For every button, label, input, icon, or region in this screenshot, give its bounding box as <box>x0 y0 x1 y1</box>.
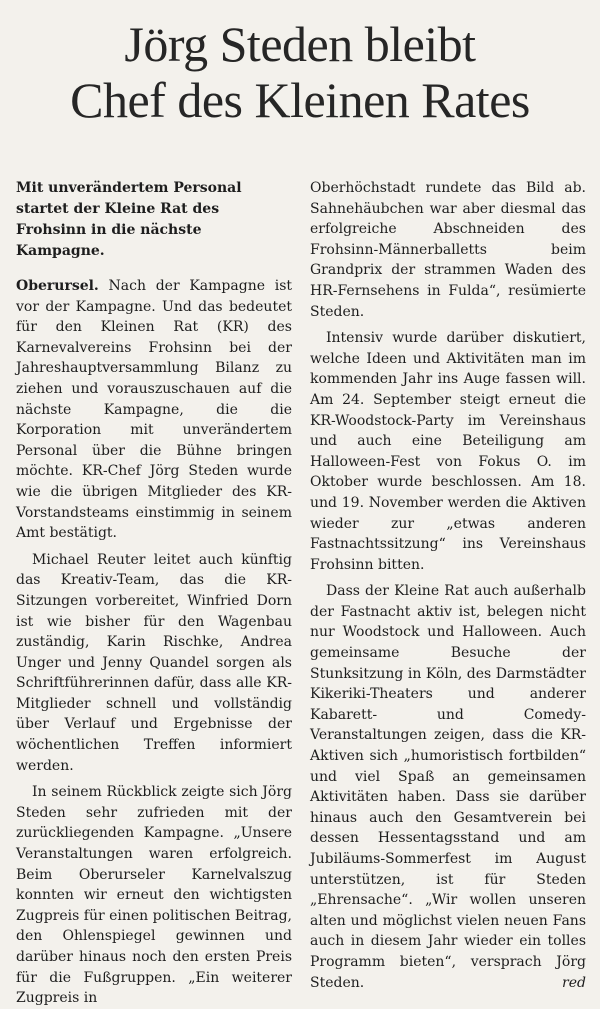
paragraph-3: In seinem Rückblick zeigte sich Jörg Steden sehr zufrieden mit der zurückliegenden Kampagne. „Unsere Veranstaltungen waren erfolgreich. Beim Oberurseler Karnelvalszug konnten wir erneut den wichtigsten Zugpreis für einen politischen Beitrag, den Ohlenspiegel gewinnen und darüber hinaus noch den ersten Preis für die Fußgruppen. „Ein weiterer Zugpreis in <box>16 784 293 1007</box>
author-initials: red <box>562 974 586 991</box>
headline-line-1: Jörg Steden bleibt <box>124 16 476 72</box>
dateline: Oberursel. <box>16 278 99 294</box>
paragraph-1 <box>16 276 292 544</box>
headline-line-2: Chef des Kleinen Rates <box>70 72 530 128</box>
article-lead: Mit unverändertem Personal startet der Kleine Rat des Frohsinn in die nächste Kampagne. <box>16 180 242 259</box>
column-right <box>310 178 586 1009</box>
paragraph-5 <box>310 581 586 993</box>
article-headline <box>16 16 584 128</box>
paragraph-1-text: Nach der Kampagne ist vor der Kampagne. Und das bedeutet für den Kleinen Rat (KR) des Karnevalvereins Frohsinn bei der Jahreshauptversammlung Bilanz zu ziehen und vorauszuschauen auf die nächste Kampagne, die die Korporation mit unverändertem Personal über die Bühne bringen möchte. KR-Chef Jörg Steden wurde wie die übrigen Mitglieder des KR-Vorstandsteams einstimmig in seinem Amt bestätigt. <box>16 278 293 542</box>
column-left <box>16 178 292 1009</box>
paragraph-4: Intensiv wurde darüber diskutiert, welche Ideen und Aktivitäten man im kommenden Jahr ins Auge fassen will. Am 24. September steigt erneut die KR-Woodstock-Party im Vereinshaus und auch eine Beteiligung am Halloween-Fest von Fokus O. im Oktober wurde beschlossen. Am 18. und 19. November werden die Aktiven wieder zur „etwas anderen Fastnachtssitzung“ ins Vereinshaus Frohsinn bitten. <box>310 330 586 573</box>
paragraph-5-text: Dass der Kleine Rat auch außerhalb der Fastnacht aktiv ist, belegen nicht nur Woodstock und Halloween. Auch gemeinsame Besuche der Stunksitzung in Köln, des Darmstädter Kikeriki-Theaters und anderer Kabarett- und Comedy-Veranstaltungen zeigen, dass die KR-Aktiven sich „humoristisch fortbilden“ und viel Spaß an gemeinsamen Aktivitäten haben. Dass sie darüber hinaus auch den Gesamtverein bei dessen Hessentagsstand und am Jubiläums-Sommerfest im August unterstützen, ist für Steden „Ehrensache“. „Wir wollen unseren alten und möglichst vielen neuen Fans auch in diesem Jahr wieder ein tolles Programm bieten“, versprach Jörg Steden. <box>310 583 586 991</box>
paragraph-2: Michael Reuter leitet auch künftig das Kreativ-Team, das die KR-Sitzungen vorbereitet, Winfried Dorn ist wie bisher für den Wagenbau zuständig, Karin Rischke, Andrea Unger und Jenny Quandel sorgen als Schriftführerinnen dafür, dass alle KR-Mitglieder schnell und vollständig über Verlauf und Ergebnisse der wöchentlichen Treffen informiert werden. <box>16 551 292 774</box>
article-body <box>16 178 586 1009</box>
paragraph-3-continued: Oberhöchstadt rundete das Bild ab. Sahnehäubchen war aber diesmal das erfolgreiche Abschneiden des Frohsinn-Männerballetts beim Grandprix der strammen Waden des HR-Fernsehens in Fulda“, resümierte Steden. <box>310 180 586 320</box>
